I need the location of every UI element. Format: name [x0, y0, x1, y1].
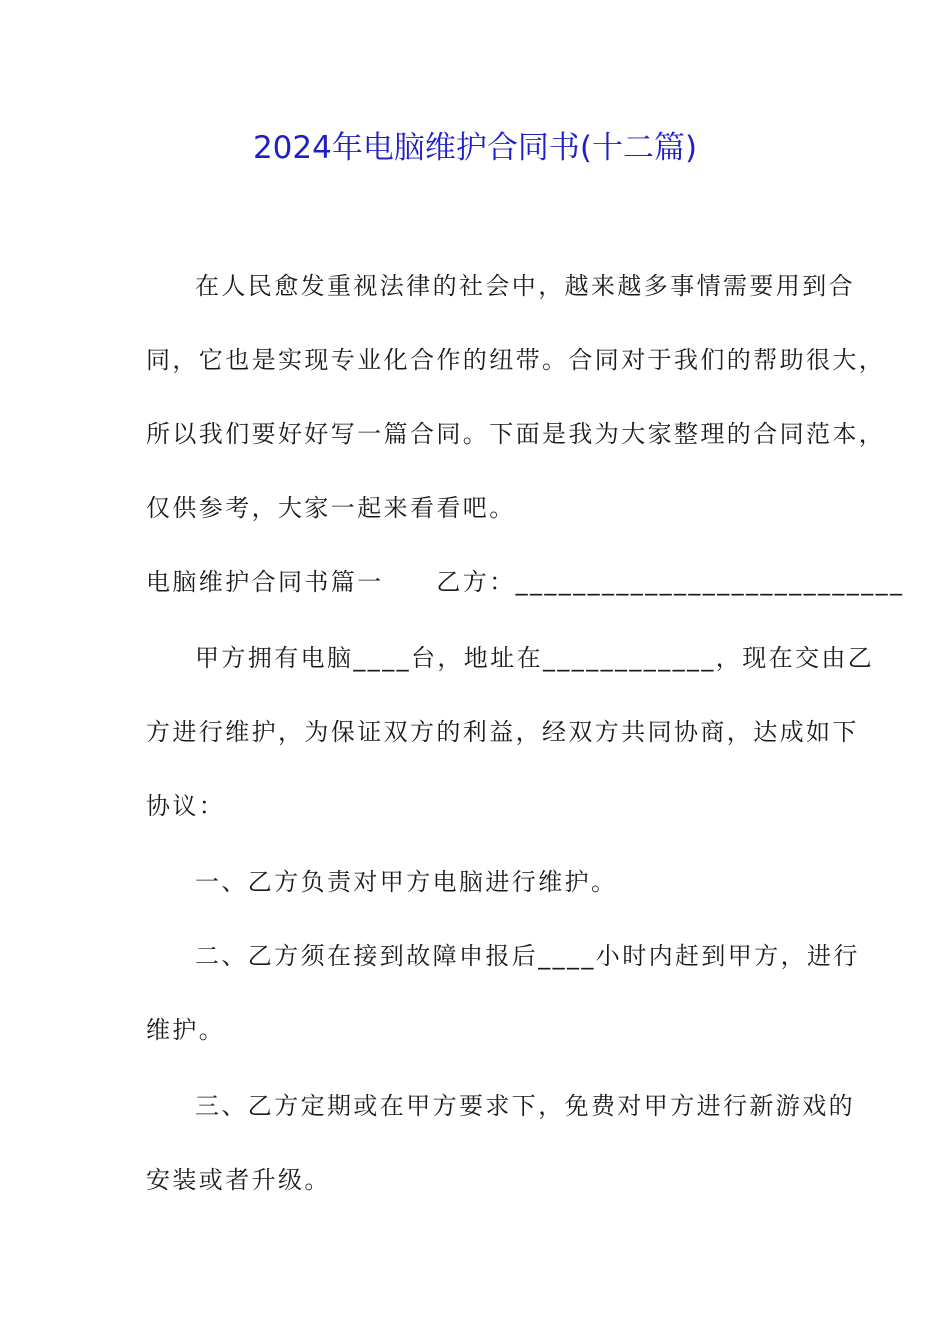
- paragraph-line-2: 方进行维护，为保证双方的利益，经双方共同协商，达成如下: [146, 718, 859, 746]
- clause-1: 一、乙方负责对甲方电脑进行维护。: [195, 868, 618, 896]
- clause-3-line-2: 安装或者升级。: [146, 1166, 331, 1194]
- paragraph-line-1: 甲方拥有电脑____台，地址在____________，现在交由乙: [195, 644, 875, 672]
- intro-line-2: 同，它也是实现专业化合作的纽带。合同对于我们的帮助很大，: [146, 346, 886, 374]
- paragraph-line-3: 协议：: [146, 792, 226, 820]
- clause-2-line-1: 二、乙方须在接到故障申报后____小时内赶到甲方，进行: [195, 942, 860, 970]
- intro-line-1: 在人民愈发重视法律的社会中，越来越多事情需要用到合: [195, 272, 855, 300]
- section-heading: 电脑维护合同书篇一 乙方：___________________________: [146, 568, 905, 596]
- clause-3-line-1: 三、乙方定期或在甲方要求下，免费对甲方进行新游戏的: [195, 1092, 855, 1120]
- page-title: 2024年电脑维护合同书(十二篇): [252, 130, 698, 166]
- intro-line-3: 所以我们要好好写一篇合同。下面是我为大家整理的合同范本，: [146, 420, 886, 448]
- clause-2-line-2: 维护。: [146, 1016, 226, 1044]
- intro-line-4: 仅供参考，大家一起来看看吧。: [146, 494, 516, 522]
